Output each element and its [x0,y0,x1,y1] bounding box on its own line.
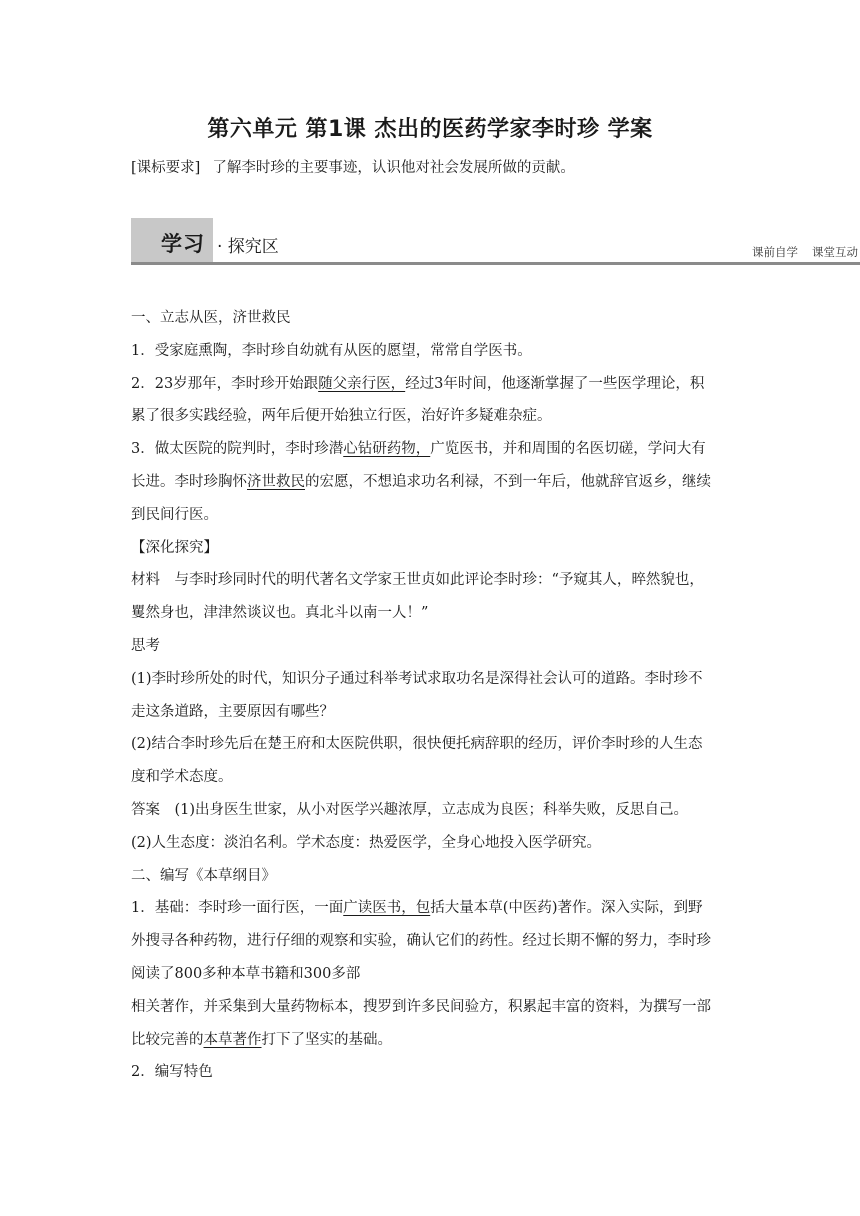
underlined-term: 本草著作 [203,1031,262,1048]
banner-right-label-1: 课前自学 [752,245,798,259]
underlined-term: 广读医书，包 [343,900,431,917]
banner-main-label: 学习 [161,232,205,256]
question-2-line-2: 度和学术态度。 [131,769,233,786]
section-heading-1: 一、立志从医，济世救民 [131,310,291,326]
document-body [131,302,731,1089]
basis-line-5: 比较完善的本草著作打下了坚实的基础。 [131,1031,392,1048]
page-title: 第六单元 第1课 杰出的医药学家李时珍 学案 [207,117,653,142]
answer-line-2: (2)人生态度：淡泊名利。学术态度：热爱医学，全身心地投入医学研究。 [131,834,602,851]
question-1-line-2: 走这条道路，主要原因有哪些？ [131,703,334,720]
question-1-line-1: (1)李时珍所处的时代，知识分子通过科举考试求取功名是深得社会认可的道路。李时珍不 [131,670,703,687]
banner-sub-label: · 探究区 [217,237,279,257]
material-line-2: 矍然身也，津津然谈议也。真北斗以南一人！” [131,605,429,622]
underlined-term: 济世救民 [247,473,305,490]
paragraph-3-line-2: 长进。李时珍胸怀济世救民的宏愿，不想追求功名利禄，不到一年后，他就辞官返乡，继续 [131,473,711,490]
question-2-line-1: (2)结合李时珍先后在楚王府和太医院供职，很快便托病辞职的经历，评价李时珍的人生态 [131,736,703,753]
paragraph-3-line-1: 3．做太医院的院判时，李时珍潜心钻研药物，广览医书，并和周围的名医切磋，学问大有 [131,441,706,458]
banner-right-labels [752,244,858,260]
basis-line-3: 阅读了800多种本草书籍和300多部 [131,965,361,982]
deep-inquiry-heading: 【深化探究】 [131,539,218,556]
underlined-term: 心钻研药物， [343,441,431,458]
basis-line-1: 1．基础：李时珍一面行医，一面广读医书，包括大量本草(中医药)著作。深入实际，到野 [131,900,703,917]
paragraph-2-line-2: 累了很多实践经验，两年后便开始独立行医，治好许多疑难杂症。 [131,408,552,425]
requirement-text: 了解李时珍的主要事迹，认识他对社会发展所做的贡献。 [212,160,575,176]
basis-line-4: 相关著作，并采集到大量药物标本，搜罗到许多民间验方，积累起丰富的资料，为撰写一部 [131,998,711,1015]
think-label: 思考 [131,637,160,654]
section-banner [131,218,860,266]
curriculum-requirement [131,156,575,177]
answer-line-1: 答案 (1)出身医生世家，从小对医学兴趣浓厚，立志成为良医；科举失败，反思自己。 [131,801,689,818]
paragraph-3-line-3: 到民间行医。 [131,506,218,523]
underlined-term: 随父亲行医， [318,375,406,392]
basis-line-2: 外搜寻各种药物，进行仔细的观察和实验，确认它们的药性。经过长期不懈的努力，李时珍 [131,933,711,950]
section-heading-2: 二、编写《本草纲目》 [131,867,276,884]
paragraph-2-line-1: 2．23岁那年，李时珍开始跟随父亲行医，经过3年时间，他逐渐掌握了一些医学理论，积 [131,375,705,392]
banner-right-label-2: 课堂互动 [812,245,858,259]
banner-rule [131,262,860,265]
paragraph-1: 1．受家庭熏陶，李时珍自幼就有从医的愿望，常常自学医书。 [131,342,532,359]
material-line-1: 材料 与李时珍同时代的明代著名文学家王世贞如此评论李时珍：“予窥其人，晬然貌也， [131,572,704,589]
requirement-tag: [课标要求] [131,160,201,176]
writing-features-heading: 2．编写特色 [131,1064,213,1081]
